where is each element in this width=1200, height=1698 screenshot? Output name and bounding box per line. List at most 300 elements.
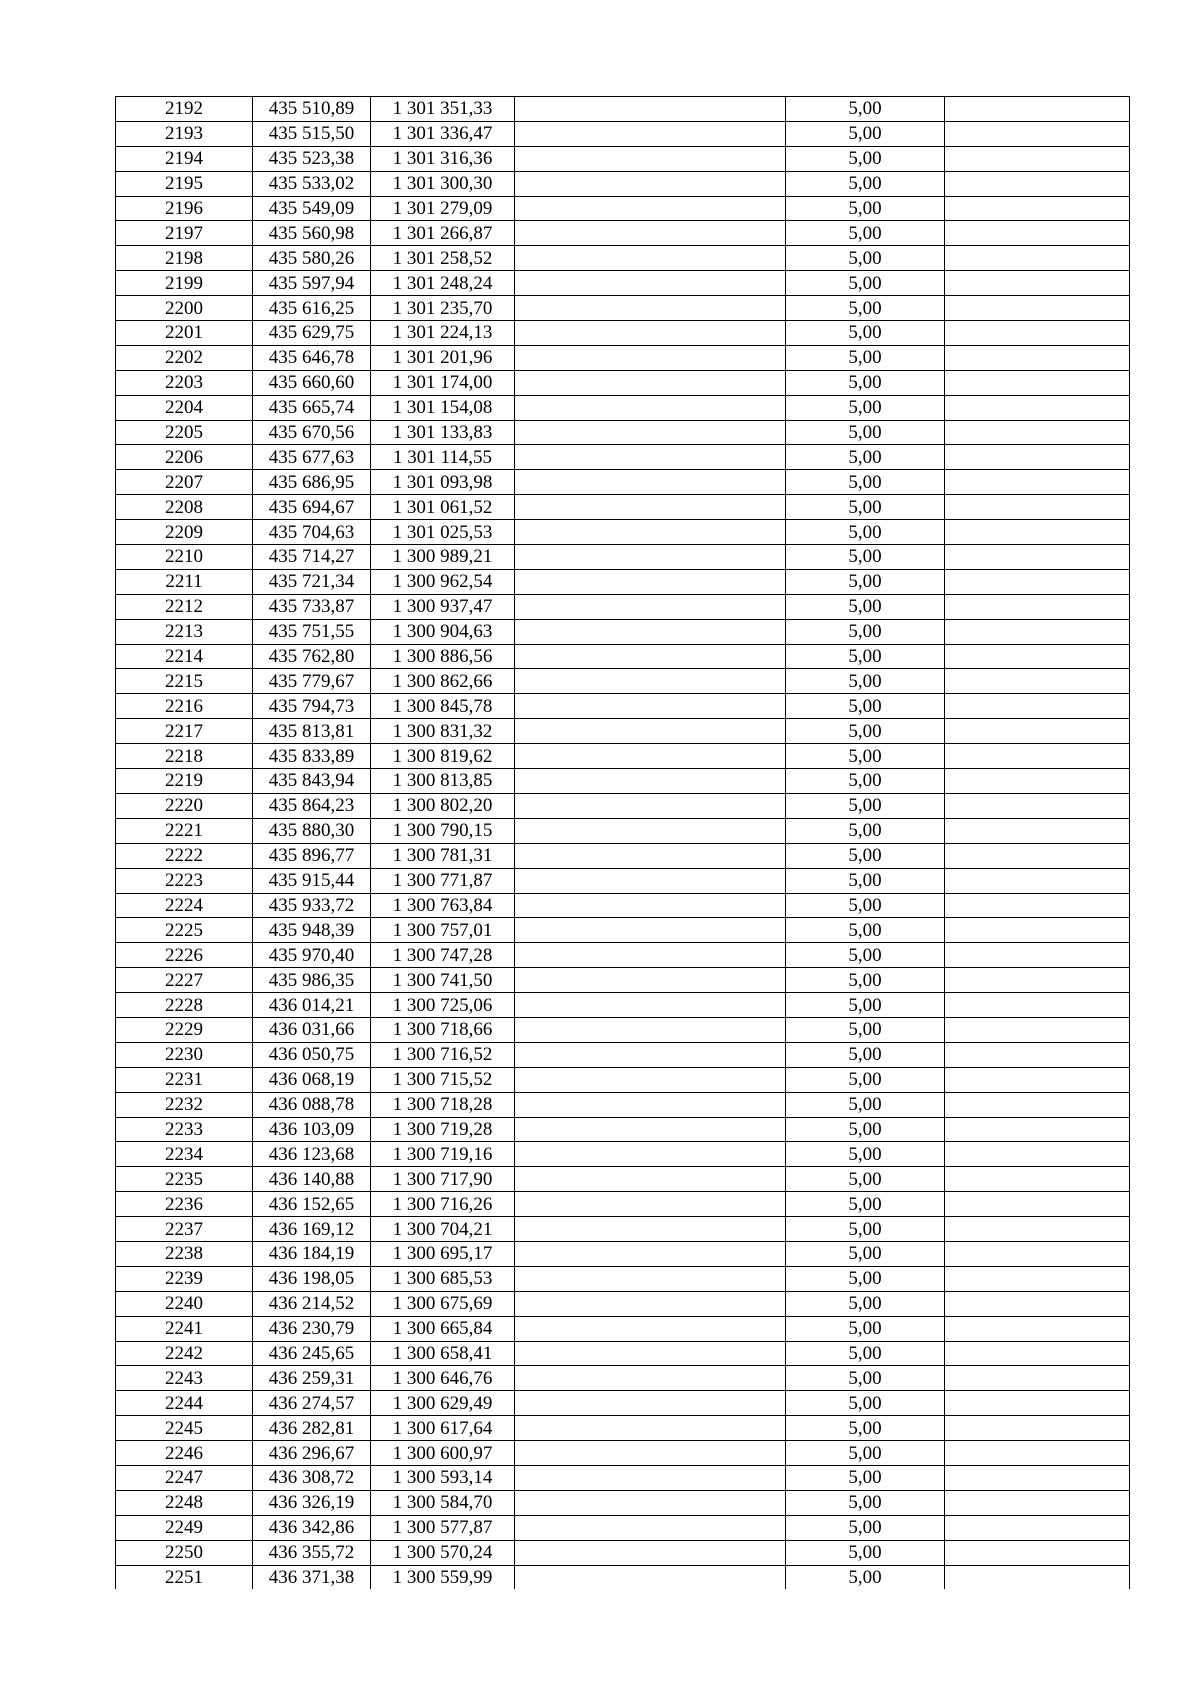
table-row [116,793,1130,818]
blank-cell [515,968,786,993]
accuracy-cell: 5,00 [786,296,945,321]
y-coordinate-cell: 1 301 235,70 [371,296,515,321]
table-row [116,1515,1130,1540]
x-coordinate-cell: 435 523,38 [253,146,371,171]
y-coordinate-cell: 1 300 718,28 [371,1092,515,1117]
x-coordinate-cell: 436 274,57 [253,1391,371,1416]
x-coordinate-cell: 435 751,55 [253,619,371,644]
note-cell [945,569,1130,594]
table-row [116,1490,1130,1515]
y-coordinate-cell: 1 301 248,24 [371,271,515,296]
point-number-cell: 2215 [116,669,253,694]
note-cell [945,1565,1130,1589]
note-cell [945,1540,1130,1565]
y-coordinate-cell: 1 300 715,52 [371,1067,515,1092]
x-coordinate-cell: 435 597,94 [253,271,371,296]
y-coordinate-cell: 1 300 741,50 [371,968,515,993]
y-coordinate-cell: 1 301 279,09 [371,196,515,221]
table-row [116,1266,1130,1291]
x-coordinate-cell: 435 986,35 [253,968,371,993]
y-coordinate-cell: 1 301 336,47 [371,121,515,146]
accuracy-cell: 5,00 [786,271,945,296]
accuracy-cell: 5,00 [786,1217,945,1242]
y-coordinate-cell: 1 301 300,30 [371,171,515,196]
y-coordinate-cell: 1 300 685,53 [371,1266,515,1291]
y-coordinate-cell: 1 300 717,90 [371,1167,515,1192]
x-coordinate-cell: 436 103,09 [253,1117,371,1142]
coordinates-table-body [116,97,1130,1590]
point-number-cell: 2224 [116,893,253,918]
note-cell [945,1042,1130,1067]
accuracy-cell: 5,00 [786,1565,945,1589]
x-coordinate-cell: 435 629,75 [253,321,371,346]
blank-cell [515,545,786,570]
accuracy-cell: 5,00 [786,171,945,196]
accuracy-cell: 5,00 [786,569,945,594]
note-cell [945,868,1130,893]
x-coordinate-cell: 436 259,31 [253,1366,371,1391]
table-row [116,1416,1130,1441]
blank-cell [515,644,786,669]
accuracy-cell: 5,00 [786,1341,945,1366]
x-coordinate-cell: 435 549,09 [253,196,371,221]
table-row [116,1217,1130,1242]
table-row [116,171,1130,196]
point-number-cell: 2234 [116,1142,253,1167]
y-coordinate-cell: 1 300 600,97 [371,1441,515,1466]
blank-cell [515,1192,786,1217]
point-number-cell: 2207 [116,470,253,495]
point-number-cell: 2219 [116,769,253,794]
accuracy-cell: 5,00 [786,1167,945,1192]
table-row [116,1241,1130,1266]
y-coordinate-cell: 1 301 258,52 [371,246,515,271]
note-cell [945,1490,1130,1515]
y-coordinate-cell: 1 300 617,64 [371,1416,515,1441]
x-coordinate-cell: 436 123,68 [253,1142,371,1167]
x-coordinate-cell: 436 308,72 [253,1465,371,1490]
note-cell [945,1391,1130,1416]
note-cell [945,1167,1130,1192]
note-cell [945,345,1130,370]
table-row [116,321,1130,346]
x-coordinate-cell: 435 677,63 [253,445,371,470]
blank-cell [515,569,786,594]
y-coordinate-cell: 1 300 781,31 [371,843,515,868]
blank-cell [515,520,786,545]
note-cell [945,619,1130,644]
table-row [116,594,1130,619]
point-number-cell: 2233 [116,1117,253,1142]
point-number-cell: 2204 [116,395,253,420]
y-coordinate-cell: 1 300 962,54 [371,569,515,594]
note-cell [945,818,1130,843]
table-row [116,1291,1130,1316]
note-cell [945,321,1130,346]
blank-cell [515,1490,786,1515]
x-coordinate-cell: 436 342,86 [253,1515,371,1540]
accuracy-cell: 5,00 [786,594,945,619]
x-coordinate-cell: 435 843,94 [253,769,371,794]
table-row [116,345,1130,370]
blank-cell [515,993,786,1018]
point-number-cell: 2197 [116,221,253,246]
note-cell [945,1291,1130,1316]
blank-cell [515,271,786,296]
blank-cell [515,1515,786,1540]
blank-cell [515,818,786,843]
table-row [116,719,1130,744]
accuracy-cell: 5,00 [786,943,945,968]
note-cell [945,495,1130,520]
y-coordinate-cell: 1 300 989,21 [371,545,515,570]
table-row [116,420,1130,445]
table-row [116,1142,1130,1167]
accuracy-cell: 5,00 [786,121,945,146]
x-coordinate-cell: 435 510,89 [253,97,371,122]
note-cell [945,744,1130,769]
note-cell [945,445,1130,470]
point-number-cell: 2200 [116,296,253,321]
y-coordinate-cell: 1 301 114,55 [371,445,515,470]
note-cell [945,719,1130,744]
point-number-cell: 2216 [116,694,253,719]
point-number-cell: 2208 [116,495,253,520]
blank-cell [515,793,786,818]
point-number-cell: 2213 [116,619,253,644]
coordinates-table [115,96,1130,1589]
blank-cell [515,1291,786,1316]
accuracy-cell: 5,00 [786,1316,945,1341]
table-row [116,271,1130,296]
x-coordinate-cell: 436 068,19 [253,1067,371,1092]
blank-cell [515,893,786,918]
blank-cell [515,1241,786,1266]
blank-cell [515,1540,786,1565]
note-cell [945,121,1130,146]
y-coordinate-cell: 1 300 675,69 [371,1291,515,1316]
y-coordinate-cell: 1 300 862,66 [371,669,515,694]
x-coordinate-cell: 436 031,66 [253,1017,371,1042]
x-coordinate-cell: 435 779,67 [253,669,371,694]
blank-cell [515,1341,786,1366]
y-coordinate-cell: 1 300 570,24 [371,1540,515,1565]
table-row [116,868,1130,893]
x-coordinate-cell: 436 088,78 [253,1092,371,1117]
x-coordinate-cell: 435 560,98 [253,221,371,246]
point-number-cell: 2251 [116,1565,253,1589]
table-row [116,1465,1130,1490]
accuracy-cell: 5,00 [786,793,945,818]
y-coordinate-cell: 1 300 763,84 [371,893,515,918]
point-number-cell: 2249 [116,1515,253,1540]
point-number-cell: 2223 [116,868,253,893]
y-coordinate-cell: 1 300 747,28 [371,943,515,968]
point-number-cell: 2210 [116,545,253,570]
table-row [116,918,1130,943]
note-cell [945,669,1130,694]
note-cell [945,1341,1130,1366]
blank-cell [515,868,786,893]
y-coordinate-cell: 1 300 716,52 [371,1042,515,1067]
note-cell [945,594,1130,619]
blank-cell [515,395,786,420]
blank-cell [515,1217,786,1242]
x-coordinate-cell: 435 665,74 [253,395,371,420]
x-coordinate-cell: 436 184,19 [253,1241,371,1266]
table-row [116,445,1130,470]
blank-cell [515,321,786,346]
note-cell [945,395,1130,420]
point-number-cell: 2198 [116,246,253,271]
point-number-cell: 2203 [116,370,253,395]
point-number-cell: 2214 [116,644,253,669]
accuracy-cell: 5,00 [786,345,945,370]
y-coordinate-cell: 1 301 266,87 [371,221,515,246]
point-number-cell: 2205 [116,420,253,445]
note-cell [945,893,1130,918]
note-cell [945,918,1130,943]
accuracy-cell: 5,00 [786,1017,945,1042]
point-number-cell: 2230 [116,1042,253,1067]
x-coordinate-cell: 435 833,89 [253,744,371,769]
point-number-cell: 2196 [116,196,253,221]
accuracy-cell: 5,00 [786,495,945,520]
point-number-cell: 2235 [116,1167,253,1192]
blank-cell [515,246,786,271]
blank-cell [515,146,786,171]
note-cell [945,246,1130,271]
x-coordinate-cell: 435 533,02 [253,171,371,196]
blank-cell [515,1441,786,1466]
point-number-cell: 2222 [116,843,253,868]
table-row [116,1366,1130,1391]
y-coordinate-cell: 1 300 886,56 [371,644,515,669]
point-number-cell: 2239 [116,1266,253,1291]
x-coordinate-cell: 436 355,72 [253,1540,371,1565]
accuracy-cell: 5,00 [786,1465,945,1490]
blank-cell [515,370,786,395]
accuracy-cell: 5,00 [786,1117,945,1142]
accuracy-cell: 5,00 [786,893,945,918]
x-coordinate-cell: 436 014,21 [253,993,371,1018]
accuracy-cell: 5,00 [786,1266,945,1291]
accuracy-cell: 5,00 [786,370,945,395]
x-coordinate-cell: 436 326,19 [253,1490,371,1515]
x-coordinate-cell: 436 371,38 [253,1565,371,1589]
table-row [116,1067,1130,1092]
blank-cell [515,619,786,644]
y-coordinate-cell: 1 301 025,53 [371,520,515,545]
note-cell [945,1441,1130,1466]
table-row [116,1391,1130,1416]
accuracy-cell: 5,00 [786,1490,945,1515]
accuracy-cell: 5,00 [786,1241,945,1266]
y-coordinate-cell: 1 301 061,52 [371,495,515,520]
y-coordinate-cell: 1 300 813,85 [371,769,515,794]
note-cell [945,694,1130,719]
note-cell [945,968,1130,993]
blank-cell [515,1391,786,1416]
table-row [116,1167,1130,1192]
blank-cell [515,694,786,719]
point-number-cell: 2209 [116,520,253,545]
blank-cell [515,1565,786,1589]
table-row [116,1341,1130,1366]
x-coordinate-cell: 436 140,88 [253,1167,371,1192]
note-cell [945,943,1130,968]
note-cell [945,993,1130,1018]
table-row [116,993,1130,1018]
blank-cell [515,719,786,744]
point-number-cell: 2241 [116,1316,253,1341]
accuracy-cell: 5,00 [786,146,945,171]
table-row [116,644,1130,669]
point-number-cell: 2236 [116,1192,253,1217]
note-cell [945,1192,1130,1217]
y-coordinate-cell: 1 301 174,00 [371,370,515,395]
note-cell [945,221,1130,246]
accuracy-cell: 5,00 [786,1142,945,1167]
accuracy-cell: 5,00 [786,1067,945,1092]
x-coordinate-cell: 436 296,67 [253,1441,371,1466]
note-cell [945,1515,1130,1540]
accuracy-cell: 5,00 [786,993,945,1018]
note-cell [945,1092,1130,1117]
blank-cell [515,196,786,221]
accuracy-cell: 5,00 [786,470,945,495]
x-coordinate-cell: 435 670,56 [253,420,371,445]
note-cell [945,1117,1130,1142]
accuracy-cell: 5,00 [786,818,945,843]
blank-cell [515,669,786,694]
table-row [116,569,1130,594]
point-number-cell: 2247 [116,1465,253,1490]
point-number-cell: 2225 [116,918,253,943]
table-row [116,146,1130,171]
x-coordinate-cell: 435 714,27 [253,545,371,570]
point-number-cell: 2212 [116,594,253,619]
y-coordinate-cell: 1 300 771,87 [371,868,515,893]
point-number-cell: 2229 [116,1017,253,1042]
table-row [116,1042,1130,1067]
table-row [116,1117,1130,1142]
blank-cell [515,943,786,968]
table-row [116,395,1130,420]
blank-cell [515,918,786,943]
point-number-cell: 2202 [116,345,253,370]
accuracy-cell: 5,00 [786,445,945,470]
table-row [116,769,1130,794]
note-cell [945,520,1130,545]
table-row [116,1565,1130,1589]
note-cell [945,1217,1130,1242]
point-number-cell: 2231 [116,1067,253,1092]
table-row [116,1092,1130,1117]
y-coordinate-cell: 1 300 559,99 [371,1565,515,1589]
accuracy-cell: 5,00 [786,1291,945,1316]
y-coordinate-cell: 1 301 154,08 [371,395,515,420]
table-row [116,619,1130,644]
x-coordinate-cell: 435 933,72 [253,893,371,918]
table-row [116,1017,1130,1042]
blank-cell [515,296,786,321]
accuracy-cell: 5,00 [786,97,945,122]
blank-cell [515,470,786,495]
y-coordinate-cell: 1 300 831,32 [371,719,515,744]
blank-cell [515,445,786,470]
table-row [116,669,1130,694]
point-number-cell: 2240 [116,1291,253,1316]
blank-cell [515,1092,786,1117]
accuracy-cell: 5,00 [786,843,945,868]
accuracy-cell: 5,00 [786,744,945,769]
x-coordinate-cell: 435 733,87 [253,594,371,619]
x-coordinate-cell: 435 704,63 [253,520,371,545]
accuracy-cell: 5,00 [786,420,945,445]
accuracy-cell: 5,00 [786,918,945,943]
y-coordinate-cell: 1 300 904,63 [371,619,515,644]
x-coordinate-cell: 435 762,80 [253,644,371,669]
table-row [116,843,1130,868]
note-cell [945,97,1130,122]
accuracy-cell: 5,00 [786,321,945,346]
y-coordinate-cell: 1 301 351,33 [371,97,515,122]
accuracy-cell: 5,00 [786,1366,945,1391]
table-row [116,296,1130,321]
table-row [116,818,1130,843]
note-cell [945,545,1130,570]
blank-cell [515,1266,786,1291]
accuracy-cell: 5,00 [786,1092,945,1117]
y-coordinate-cell: 1 300 719,28 [371,1117,515,1142]
blank-cell [515,1042,786,1067]
point-number-cell: 2211 [116,569,253,594]
blank-cell [515,1142,786,1167]
note-cell [945,420,1130,445]
blank-cell [515,1117,786,1142]
y-coordinate-cell: 1 300 665,84 [371,1316,515,1341]
accuracy-cell: 5,00 [786,644,945,669]
note-cell [945,769,1130,794]
blank-cell [515,495,786,520]
x-coordinate-cell: 436 152,65 [253,1192,371,1217]
note-cell [945,470,1130,495]
point-number-cell: 2221 [116,818,253,843]
point-number-cell: 2232 [116,1092,253,1117]
blank-cell [515,1366,786,1391]
x-coordinate-cell: 435 686,95 [253,470,371,495]
x-coordinate-cell: 436 230,79 [253,1316,371,1341]
point-number-cell: 2217 [116,719,253,744]
table-row [116,943,1130,968]
blank-cell [515,744,786,769]
table-row [116,968,1130,993]
x-coordinate-cell: 435 794,73 [253,694,371,719]
accuracy-cell: 5,00 [786,545,945,570]
y-coordinate-cell: 1 300 629,49 [371,1391,515,1416]
y-coordinate-cell: 1 300 757,01 [371,918,515,943]
point-number-cell: 2238 [116,1241,253,1266]
point-number-cell: 2199 [116,271,253,296]
note-cell [945,1366,1130,1391]
table-row [116,97,1130,122]
x-coordinate-cell: 435 694,67 [253,495,371,520]
accuracy-cell: 5,00 [786,395,945,420]
table-row [116,370,1130,395]
x-coordinate-cell: 436 214,52 [253,1291,371,1316]
point-number-cell: 2220 [116,793,253,818]
